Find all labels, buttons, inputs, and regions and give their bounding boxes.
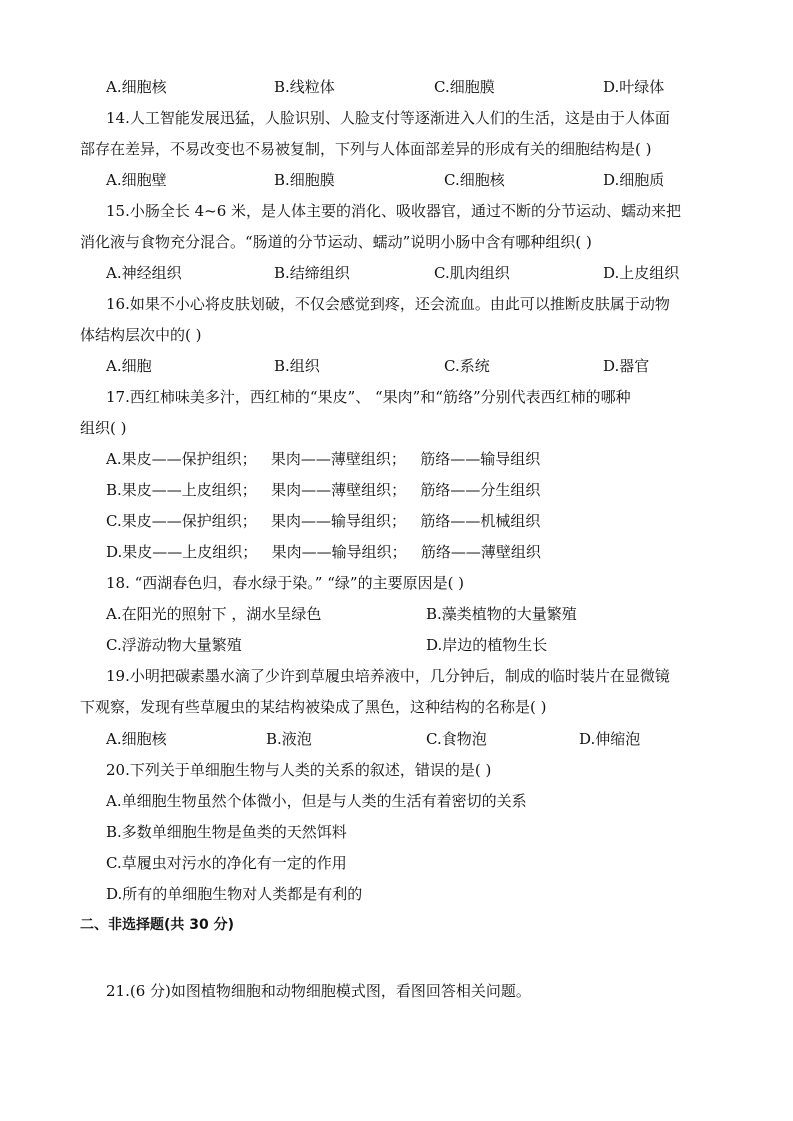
q17-option-a: A.果皮——保护组织； 果肉——薄壁组织； 筋络——输导组织	[106, 450, 541, 468]
q17-option-b: B.果皮——上皮组织； 果肉——薄壁组织； 筋络——分生组织	[106, 481, 541, 499]
q15-stem-line2: 消化液与食物充分混合。“肠道的分节运动、蠕动”说明小肠中含有哪种组织( )	[80, 233, 592, 251]
q18-option-b: B.藻类植物的大量繁殖	[426, 605, 577, 623]
q17-stem-line1: 17.西红柿味美多汁，西红柿的“果皮”、 “果肉”和“筋络”分别代表西红柿的哪种	[106, 388, 631, 406]
q19-option-b: B.液泡	[266, 730, 312, 748]
q15-option-d: D.上皮组织	[603, 264, 680, 282]
q16-option-c: C.系统	[444, 357, 490, 375]
q16-option-a: A.细胞	[106, 357, 152, 375]
q18-option-d: D.岸边的植物生长	[426, 636, 548, 654]
q20-option-d: D.所有的单细胞生物对人类都是有利的	[106, 885, 363, 903]
q21-stem-line1: 21.(6 分)如图植物细胞和动物细胞模式图，看图回答相关问题。	[106, 982, 531, 1000]
q14-stem-line2: 部存在差异，不易改变也不易被复制，下列与人体面部差异的形成有关的细胞结构是( )	[80, 140, 652, 158]
q20-option-c: C.草履虫对污水的净化有一定的作用	[106, 854, 347, 872]
q14-option-d: D.细胞质	[603, 171, 665, 189]
q17-option-c: C.果皮——保护组织； 果肉——输导组织； 筋络——机械组织	[106, 512, 541, 530]
q20-stem-line1: 20.下列关于单细胞生物与人类的关系的叙述，错误的是( )	[106, 761, 492, 779]
q17-stem-line2: 组织( )	[80, 419, 127, 437]
q20-option-b: B.多数单细胞生物是鱼类的天然饵料	[106, 823, 347, 841]
q15-option-b: B.结缔组织	[274, 264, 350, 282]
q19-stem-line1: 19.小明把碳素墨水滴了少许到草履虫培养液中，几分钟后，制成的临时装片在显微镜	[106, 667, 670, 685]
q16-stem-line2: 体结构层次中的( )	[80, 326, 202, 344]
q19-option-d: D.伸缩泡	[579, 730, 641, 748]
q16-option-d: D.器官	[603, 357, 650, 375]
section-title: 二、非选择题(共 30 分)	[80, 917, 235, 933]
q19-stem-line2: 下观察，发现有些草履虫的某结构被染成了黑色，这种结构的名称是( )	[80, 698, 547, 716]
q17-option-d: D.果皮——上皮组织； 果肉——输导组织； 筋络——薄壁组织	[106, 543, 541, 561]
q19-option-a: A.细胞核	[106, 730, 167, 748]
q13-option-d: D.叶绿体	[603, 78, 665, 96]
q15-stem-line1: 15.小肠全长 4~6 米，是人体主要的消化、吸收器官，通过不断的分节运动、蠕动来把	[106, 202, 682, 220]
q16-option-b: B.组织	[274, 357, 320, 375]
q13-option-a: A.细胞核	[106, 78, 167, 96]
q18-stem-line1: 18. “西湖春色归，春水绿于染。” “绿”的主要原因是( )	[106, 574, 465, 592]
q15-option-c: C.肌肉组织	[434, 264, 510, 282]
q16-stem-line1: 16.如果不小心将皮肤划破，不仅会感觉到疼，还会流血。由此可以推断皮肤属于动物	[106, 295, 670, 313]
q15-option-a: A.神经组织	[106, 264, 182, 282]
q14-option-b: B.细胞膜	[274, 171, 335, 189]
q18-option-c: C.浮游动物大量繁殖	[106, 636, 242, 654]
q14-stem-line1: 14.人工智能发展迅猛，人脸识别、人脸支付等逐渐进入人们的生活，这是由于人体面	[106, 109, 670, 127]
q13-option-c: C.细胞膜	[434, 78, 495, 96]
q18-option-a: A.在阳光的照射下 ，湖水呈绿色	[106, 605, 322, 623]
q14-option-a: A.细胞壁	[106, 171, 167, 189]
q20-option-a: A.单细胞生物虽然个体微小，但是与人类的生活有着密切的关系	[106, 792, 527, 810]
q14-option-c: C.细胞核	[444, 171, 505, 189]
q13-option-b: B.线粒体	[274, 78, 335, 96]
q19-option-c: C.食物泡	[426, 730, 487, 748]
